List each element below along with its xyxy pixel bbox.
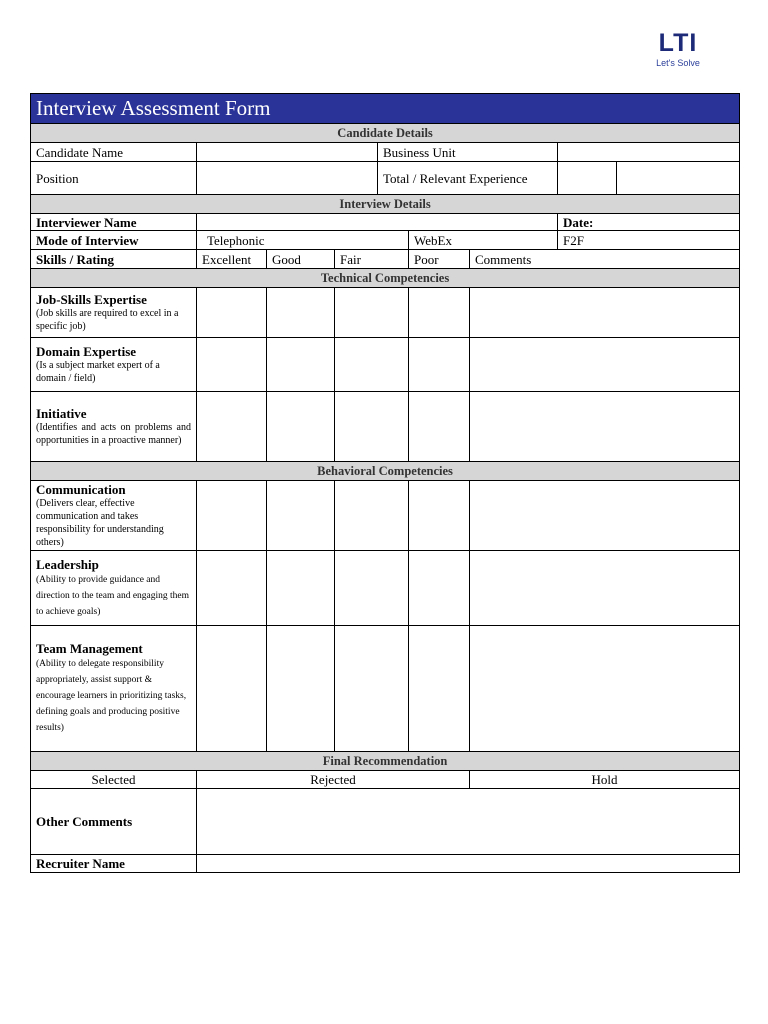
- rating-cell-poor[interactable]: [409, 551, 470, 626]
- rating-cell-good[interactable]: [267, 481, 335, 551]
- competency-description: (Ability to provide guidance and direction to the team and engaging them to achieve goals): [36, 574, 190, 617]
- other-comments-label: Other Comments: [31, 789, 197, 855]
- rating-cell-good[interactable]: [267, 288, 335, 338]
- competency-title: Communication: [36, 482, 126, 497]
- competency-communication: [31, 481, 197, 551]
- rating-cell-good[interactable]: [267, 338, 335, 392]
- company-logo: [652, 30, 704, 69]
- logo-tagline: Let's Solve: [656, 58, 700, 68]
- competency-job-skills: [31, 288, 197, 338]
- competency-domain-expertise: [31, 338, 197, 392]
- mode-option-f2f[interactable]: F2F: [558, 231, 740, 250]
- position-label: Position: [31, 162, 197, 195]
- competency-title: Leadership: [36, 556, 99, 572]
- candidate-name-label: Candidate Name: [31, 143, 197, 162]
- competency-initiative: [31, 392, 197, 462]
- rating-cell-good[interactable]: [267, 392, 335, 462]
- position-field[interactable]: [197, 162, 378, 195]
- competency-title: Domain Expertise: [36, 344, 137, 359]
- recruiter-name-field[interactable]: [197, 855, 740, 873]
- rating-cell-poor[interactable]: [409, 481, 470, 551]
- rating-cell-excellent[interactable]: [197, 626, 267, 752]
- rating-cell-fair[interactable]: [335, 481, 409, 551]
- candidate-name-field[interactable]: [197, 143, 378, 162]
- rating-cell-fair[interactable]: [335, 392, 409, 462]
- rating-cell-comments[interactable]: [470, 551, 740, 626]
- interviewer-name-label: Interviewer Name: [31, 214, 197, 231]
- business-unit-field[interactable]: [558, 143, 740, 162]
- rating-cell-excellent[interactable]: [197, 551, 267, 626]
- competency-title: Job-Skills Expertise: [36, 292, 147, 307]
- rating-header-fair: Fair: [335, 250, 409, 269]
- competency-description: (Is a subject market expert of a domain / field): [36, 360, 160, 384]
- skills-rating-label: Skills / Rating: [31, 250, 197, 269]
- rating-cell-fair[interactable]: [335, 551, 409, 626]
- competency-description: (Ability to delegate responsibility appropriately, assist support & encourage learners in prioritizing tasks, defining goals and producing positive results): [36, 659, 187, 733]
- competency-leadership: [31, 551, 197, 626]
- rating-cell-good[interactable]: [267, 551, 335, 626]
- business-unit-label: Business Unit: [378, 143, 558, 162]
- competency-description: (Delivers clear, effective communication and takes responsibility for understanding others): [36, 498, 164, 548]
- section-final-recommendation: Final Recommendation: [31, 752, 740, 771]
- section-interview-details: Interview Details: [31, 195, 740, 214]
- other-comments-field[interactable]: [197, 789, 740, 855]
- rating-cell-comments[interactable]: [470, 338, 740, 392]
- recommendation-hold[interactable]: Hold: [470, 771, 740, 789]
- rating-header-excellent: Excellent: [197, 250, 267, 269]
- rating-cell-good[interactable]: [267, 626, 335, 752]
- rating-cell-fair[interactable]: [335, 338, 409, 392]
- recruiter-name-label: Recruiter Name: [31, 855, 197, 873]
- rating-cell-comments[interactable]: [470, 392, 740, 462]
- rating-cell-excellent[interactable]: [197, 392, 267, 462]
- competency-description: (Job skills are required to excel in a specific job): [36, 308, 179, 332]
- section-behavioral-competencies: Behavioral Competencies: [31, 462, 740, 481]
- rating-cell-excellent[interactable]: [197, 481, 267, 551]
- rating-cell-fair[interactable]: [335, 288, 409, 338]
- mode-option-webex[interactable]: WebEx: [409, 231, 558, 250]
- rating-cell-comments[interactable]: [470, 626, 740, 752]
- competency-title: Initiative: [36, 406, 87, 421]
- experience-label: Total / Relevant Experience: [378, 162, 558, 195]
- recommendation-rejected[interactable]: Rejected: [197, 771, 470, 789]
- assessment-form-table: [30, 93, 740, 873]
- rating-cell-poor[interactable]: [409, 288, 470, 338]
- rating-cell-poor[interactable]: [409, 392, 470, 462]
- rating-cell-excellent[interactable]: [197, 288, 267, 338]
- rating-header-comments: Comments: [470, 250, 740, 269]
- rating-header-poor: Poor: [409, 250, 470, 269]
- rating-cell-comments[interactable]: [470, 481, 740, 551]
- recommendation-selected[interactable]: Selected: [31, 771, 197, 789]
- rating-cell-poor[interactable]: [409, 338, 470, 392]
- mode-of-interview-label: Mode of Interview: [31, 231, 197, 250]
- section-technical-competencies: Technical Competencies: [31, 269, 740, 288]
- competency-description: (Identifies and acts on problems and opportunities in a proactive manner): [36, 422, 191, 446]
- section-candidate-details: Candidate Details: [31, 124, 740, 143]
- rating-header-good: Good: [267, 250, 335, 269]
- interviewer-name-field[interactable]: [197, 214, 558, 231]
- rating-cell-poor[interactable]: [409, 626, 470, 752]
- form-title: Interview Assessment Form: [31, 94, 740, 124]
- logo-mark: LTI: [658, 29, 698, 57]
- mode-option-telephonic[interactable]: Telephonic: [197, 231, 409, 250]
- date-label: Date:: [558, 214, 740, 231]
- competency-team-management: [31, 626, 197, 752]
- competency-title: Team Management: [36, 641, 143, 656]
- rating-cell-fair[interactable]: [335, 626, 409, 752]
- rating-cell-comments[interactable]: [470, 288, 740, 338]
- rating-cell-excellent[interactable]: [197, 338, 267, 392]
- relevant-experience-field[interactable]: [617, 162, 740, 195]
- total-experience-field[interactable]: [558, 162, 617, 195]
